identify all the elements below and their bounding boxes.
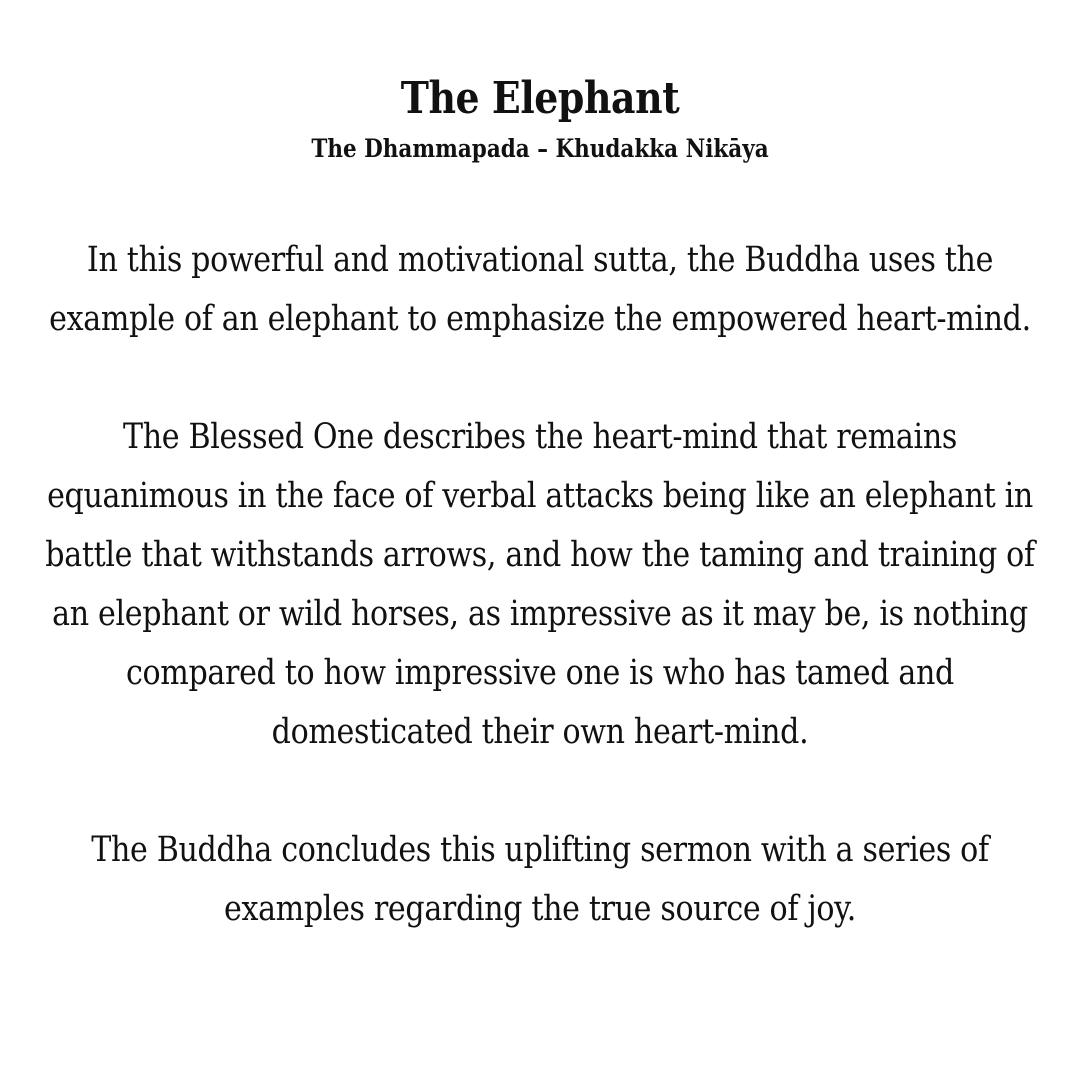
page-title: The Elephant bbox=[400, 73, 680, 124]
description-paragraph: The Blessed One describes the heart-mind that remains equanimous in the face of verbal attacks being like an elephant in battle that withstands arrows, and how the taming and training of an elephant or wild horses, as impressive as it may be, is nothing compared to how impressive one is who has tamed and domesticated their own heart-mind. bbox=[45, 417, 1035, 752]
conclusion-paragraph: The Buddha concludes this uplifting sermon with a series of examples regarding the true source of joy. bbox=[91, 830, 989, 929]
page-subtitle: The Dhammapada – Khudakka Nikāya bbox=[311, 134, 769, 163]
intro-paragraph: In this powerful and motivational sutta, the Buddha uses the example of an elephant to emphasize the empowered heart-mind. bbox=[49, 240, 1031, 339]
